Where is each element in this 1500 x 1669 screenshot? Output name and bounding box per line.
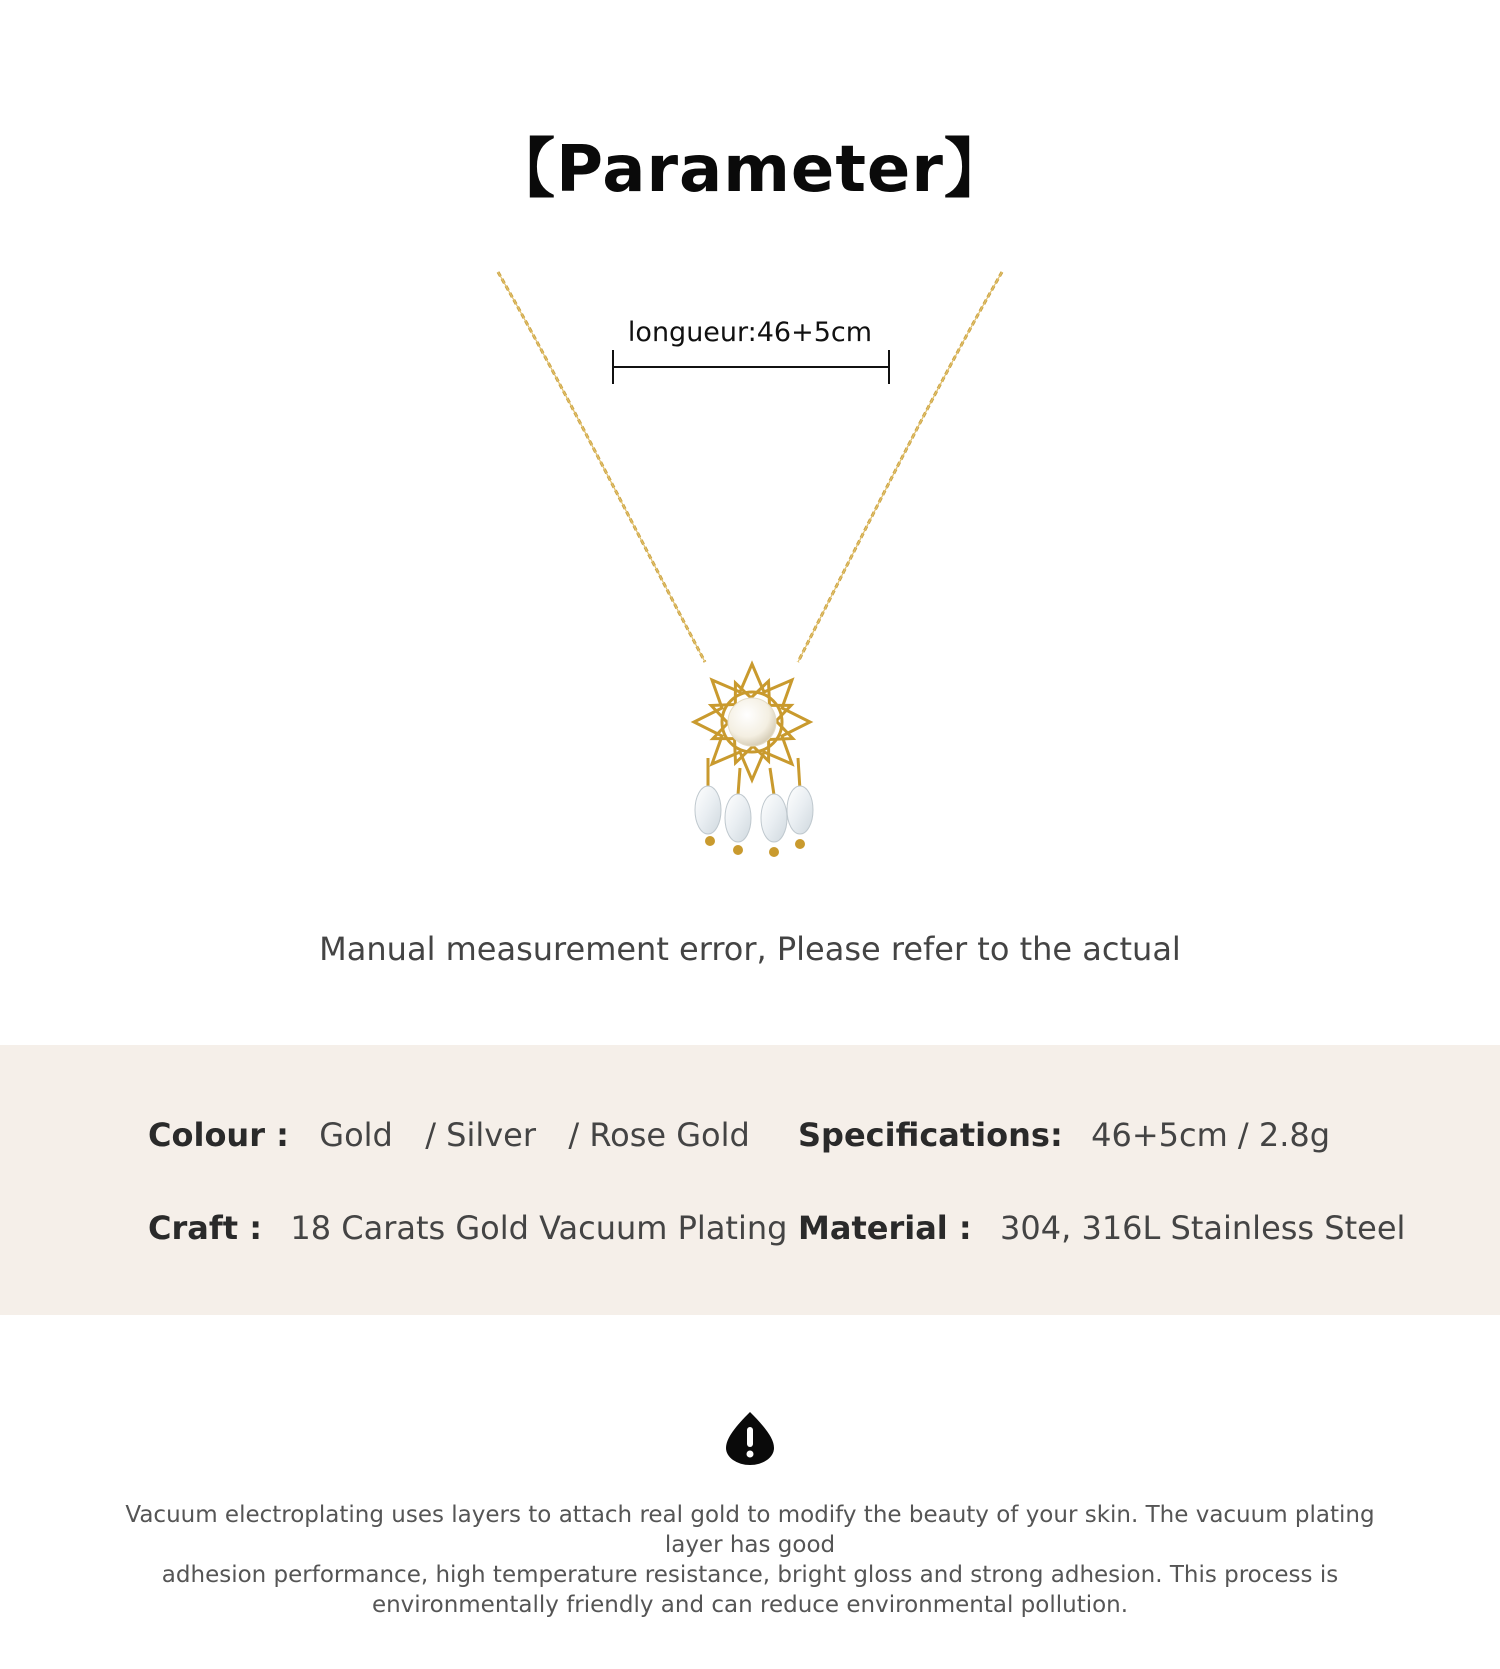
spec-colour-key: Colour : [148, 1116, 289, 1154]
spec-colour [148, 1113, 750, 1157]
length-label: longueur:46+5cm [627, 317, 873, 348]
pearl [728, 698, 776, 746]
spec-craft-key: Craft : [148, 1209, 263, 1247]
separator: / [425, 1116, 436, 1154]
specs-band [0, 1045, 1500, 1315]
spec-material [798, 1206, 1405, 1250]
plating-description [120, 1500, 1380, 1620]
spec-colour-rose-gold: Rose Gold [589, 1116, 750, 1154]
spec-specifications [798, 1113, 1330, 1157]
spec-colour-silver: Silver [446, 1116, 537, 1154]
measure-line [611, 350, 891, 384]
spec-material-key: Material : [798, 1209, 972, 1247]
separator: / [568, 1116, 580, 1154]
spec-specifications-value: 46+5cm / 2.8g [1091, 1116, 1331, 1154]
description-line: environmentally friendly and can reduce environmental pollution. [371, 1592, 1129, 1618]
flower-pendant [694, 664, 810, 780]
description-line: Vacuum electroplating uses layers to attach real gold to modify the beauty of your skin. The vacuum plating layer has good [125, 1502, 1375, 1558]
spec-colour-gold: Gold [319, 1116, 393, 1154]
description-line: adhesion performance, high temperature resistance, bright gloss and strong adhesion. This process is [161, 1562, 1339, 1588]
spec-specifications-key: Specifications: [798, 1116, 1063, 1154]
warning-icon [724, 1410, 776, 1466]
spec-craft [148, 1206, 787, 1250]
page-title: 【Parameter】 [491, 133, 1009, 207]
measurement-note: Manual measurement error, Please refer to the actual [319, 930, 1181, 968]
spec-craft-value: 18 Carats Gold Vacuum Plating [290, 1209, 788, 1247]
spec-material-value: 304, 316L Stainless Steel [1000, 1209, 1406, 1247]
